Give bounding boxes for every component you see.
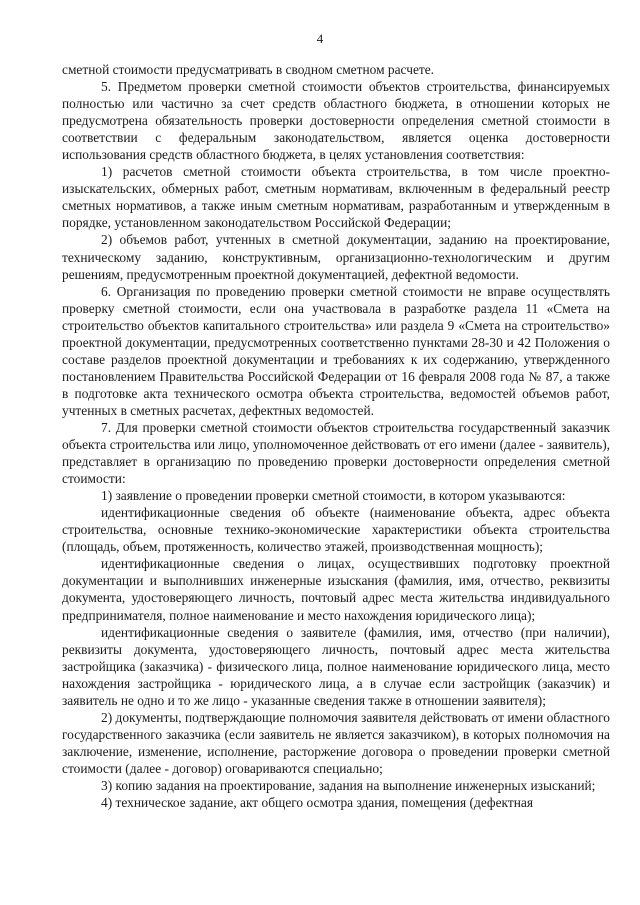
paragraph-item-5-2: 2) объемов работ, учтенных в сметной документации, заданию на проектирование, техническому заданию, конструктивным, организационно-технологическим и другим решениям, предусмотренным проектной документацией, дефектной ведомости. — [62, 232, 610, 282]
paragraph-designers-info: идентификационные сведения о лицах, осуществивших подготовку проектной документации и выполнивших инженерные изыскания (фамилия, имя, отчество, реквизиты документа, удостоверяющего личность, почтовый адрес места жительства индивидуального предпринимателя, полное наименование и место нахождения юридического лица); — [62, 556, 610, 623]
paragraph-item-7: 7. Для проверки сметной стоимости объектов строительства государственный заказчик объекта строительства или лицо, уполномоченное действовать от его имени (далее - заявитель), представляет в организацию по проведению проверки достоверности определения сметной стоимости: — [62, 419, 610, 487]
paragraph-continuation: сметной стоимости предусматривать в сводном сметном расчете. — [62, 62, 435, 77]
paragraph-item-7-4: 4) техническое задание, акт общего осмотра здания, помещения (дефектная — [101, 795, 533, 811]
paragraph-item-5-1: 1) расчетов сметной стоимости объекта строительства, в том числе проектно-изыскательских, обмерных работ, сметным нормативам, включенным в федеральный реестр сметных нормативов, а также иным сметным нормативам, разработанным и утвержденным в порядке, установленном законодательством Российской Федерации; — [62, 164, 610, 231]
document-body — [62, 61, 610, 811]
paragraph-applicant-info: идентификационные сведения о заявителе (фамилия, имя, отчество (при наличии), реквизиты документа, удостоверяющего личность, почтовый адрес места жительства застройщика (заказчика) - физического лица, полное наименование юридического лица, место нахождения застройщика - юридического лица, а в случае если застройщик (заказчик) и заявитель не одно и то же лицо - указанные сведения также в отношении заявителя); — [62, 624, 610, 708]
paragraph-object-info: идентификационные сведения об объекте (наименование объекта, адрес объекта строительства, основные технико-экономические характеристики объекта строительства (площадь, объем, протяженность, количество этажей, производственная мощность); — [62, 505, 610, 555]
page-number: 4 — [316, 31, 324, 46]
paragraph-item-7-2: 2) документы, подтверждающие полномочия заявителя действовать от имени областного государственного заказчика (если заявитель не является заказчиком), в которых полномочия на заключение, изменение, исполнение, расторжение договора о проведении проверки сметной стоимости (далее - договор) оговариваются специально; — [62, 709, 610, 776]
paragraph-item-6: 6. Организация по проведению проверки сметной стоимости не вправе осуществлять проверку сметной стоимости, если она участвовала в разработке раздела 11 «Смета на строительство объектов капитального строительства» или раздела 9 «Смета на строительство» проектной документации, предусмотренных соответственно пунктами 28-30 и 42 Положения о составе разделов проектной документации и требованиях к их содержанию, утвержденного постановлением Правительства Российской Федерации от 16 февраля 2008 года № 87, а также в подготовке акта технического осмотра объекта строительства, ведомостей объемов работ, учтенных в сметных расчетах, дефектных ведомостей. — [62, 283, 610, 418]
paragraph-item-7-3: 3) копию задания на проектирование, задания на выполнение инженерных изысканий; — [101, 777, 596, 793]
paragraph-item-5: 5. Предметом проверки сметной стоимости объектов строительства, финансируемых полностью или частично за счет средств областного бюджета, в отношении которых не предусмотрена обязательность проверки достоверности определения сметной стоимости в соответствии с федеральным законодательством, является оценка достоверности использования средств областного бюджета, в целях установления соответствия: — [62, 79, 610, 163]
paragraph-item-7-1: 1) заявление о проведении проверки сметной стоимости, в котором указываются: — [101, 488, 566, 504]
